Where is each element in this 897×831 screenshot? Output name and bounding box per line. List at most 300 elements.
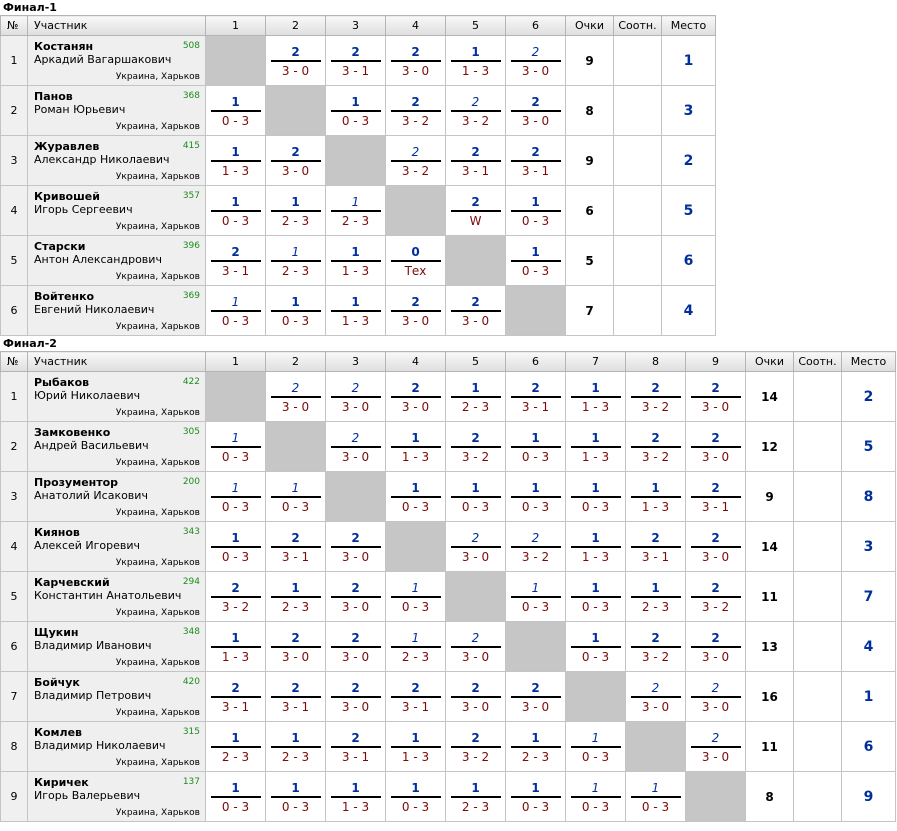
match-cell[interactable]: [326, 86, 386, 136]
participant-cell: [28, 722, 206, 772]
match-score: 1 - 3: [641, 499, 670, 514]
participant-cell: [28, 286, 206, 336]
match-cell[interactable]: [266, 136, 326, 186]
player-last-name[interactable]: Замковенко: [34, 426, 111, 439]
match-points: 2: [391, 144, 441, 162]
header-col-6: 6: [506, 352, 566, 372]
match-cell[interactable]: [566, 622, 626, 672]
player-first-name: Аркадий Вагаршакович: [34, 53, 172, 66]
match-cell[interactable]: [446, 472, 506, 522]
match-score: 3 - 1: [521, 399, 550, 414]
self-cell: [446, 572, 506, 622]
match-result: [211, 144, 261, 178]
match-score: 2 - 3: [281, 263, 310, 278]
match-result: [271, 530, 321, 564]
final-place: 3: [662, 86, 716, 136]
match-points: 1: [451, 480, 501, 498]
player-first-name: Константин Анатольевич: [34, 589, 182, 602]
table-row: [1, 572, 896, 622]
match-cell[interactable]: [506, 522, 566, 572]
match-result: [511, 730, 561, 764]
match-score: Тех: [404, 263, 427, 278]
match-result: [211, 630, 261, 664]
match-score: 3 - 0: [281, 163, 310, 178]
match-score: 3 - 2: [461, 449, 490, 464]
match-result: [391, 244, 441, 278]
match-cell[interactable]: [206, 772, 266, 822]
match-result: [511, 144, 561, 178]
match-cell[interactable]: [326, 772, 386, 822]
match-cell[interactable]: [386, 672, 446, 722]
match-points: 1: [271, 194, 321, 212]
match-cell[interactable]: [326, 236, 386, 286]
match-points: 1: [451, 44, 501, 62]
player-city: Украина, Харьков: [115, 708, 200, 718]
match-score: 3 - 0: [461, 649, 490, 664]
match-cell[interactable]: [686, 372, 746, 422]
match-score: 3 - 0: [341, 699, 370, 714]
match-points: 2: [511, 380, 561, 398]
match-cell[interactable]: [266, 622, 326, 672]
match-cell[interactable]: [446, 622, 506, 672]
match-cell[interactable]: [206, 572, 266, 622]
player-first-name: Роман Юрьевич: [34, 103, 126, 116]
match-cell[interactable]: [686, 522, 746, 572]
match-cell[interactable]: [266, 186, 326, 236]
match-points: 1: [511, 244, 561, 262]
match-result: [691, 580, 741, 614]
match-result: [511, 430, 561, 464]
match-cell[interactable]: [386, 36, 446, 86]
player-last-name[interactable]: Кривошей: [34, 190, 100, 203]
match-cell[interactable]: [386, 86, 446, 136]
row-number: 5: [1, 236, 28, 286]
match-points: 2: [331, 630, 381, 648]
match-score: 3 - 2: [641, 449, 670, 464]
player-city: Украина, Харьков: [115, 272, 200, 282]
match-result: [631, 630, 681, 664]
match-score: 3 - 1: [341, 63, 370, 78]
match-cell[interactable]: [386, 772, 446, 822]
match-cell[interactable]: [566, 522, 626, 572]
match-cell[interactable]: [446, 672, 506, 722]
match-result: [331, 380, 381, 414]
match-result: [631, 580, 681, 614]
match-cell[interactable]: [686, 572, 746, 622]
table-row: [1, 36, 716, 86]
match-score: 3 - 2: [401, 113, 430, 128]
match-cell[interactable]: [206, 722, 266, 772]
match-cell[interactable]: [626, 422, 686, 472]
player-rating: 348: [182, 627, 200, 637]
match-points: 1: [271, 780, 321, 798]
total-points: 16: [746, 672, 794, 722]
match-cell[interactable]: [506, 372, 566, 422]
match-cell[interactable]: [626, 522, 686, 572]
match-cell[interactable]: [326, 186, 386, 236]
match-cell[interactable]: [506, 472, 566, 522]
match-points: 2: [511, 44, 561, 62]
player-last-name[interactable]: Карчевский: [34, 576, 110, 589]
match-cell[interactable]: [206, 186, 266, 236]
final-place: 4: [842, 622, 896, 672]
match-cell[interactable]: [386, 372, 446, 422]
self-cell: [686, 772, 746, 822]
header-col-9: 9: [686, 352, 746, 372]
match-points: 2: [451, 680, 501, 698]
match-cell[interactable]: [266, 286, 326, 336]
match-cell[interactable]: [206, 472, 266, 522]
match-points: 2: [271, 630, 321, 648]
match-score: 1 - 3: [341, 799, 370, 814]
match-cell[interactable]: [566, 422, 626, 472]
match-cell[interactable]: [386, 472, 446, 522]
match-cell[interactable]: [326, 572, 386, 622]
match-cell[interactable]: [446, 36, 506, 86]
match-result: [331, 44, 381, 78]
match-score: 0 - 3: [221, 113, 250, 128]
player-city: Украина, Харьков: [115, 558, 200, 568]
player-last-name[interactable]: Панов: [34, 90, 73, 103]
final-place: 5: [842, 422, 896, 472]
match-score: 3 - 0: [401, 399, 430, 414]
match-result: [271, 380, 321, 414]
player-rating: 200: [182, 477, 200, 487]
player-last-name[interactable]: Старски: [34, 240, 86, 253]
match-cell[interactable]: [266, 236, 326, 286]
match-score: 3 - 0: [521, 113, 550, 128]
match-cell[interactable]: [506, 772, 566, 822]
player-last-name[interactable]: Щукин: [34, 626, 79, 639]
player-rating: 305: [182, 427, 200, 437]
ratio-cell: [794, 422, 842, 472]
match-result: [571, 380, 621, 414]
match-cell[interactable]: [566, 372, 626, 422]
match-cell[interactable]: [266, 372, 326, 422]
match-cell[interactable]: [626, 572, 686, 622]
match-cell[interactable]: [206, 236, 266, 286]
self-cell: [386, 522, 446, 572]
match-cell[interactable]: [686, 422, 746, 472]
match-result: [451, 630, 501, 664]
total-points: 12: [746, 422, 794, 472]
match-result: [451, 430, 501, 464]
match-score: 0 - 3: [461, 499, 490, 514]
match-score: 0 - 3: [581, 799, 610, 814]
player-city: Украина, Харьков: [115, 658, 200, 668]
match-points: 2: [211, 680, 261, 698]
match-points: 1: [571, 780, 621, 798]
match-cell[interactable]: [326, 522, 386, 572]
match-score: 3 - 0: [281, 63, 310, 78]
total-points: 6: [566, 186, 614, 236]
match-result: [451, 194, 501, 228]
player-last-name[interactable]: Войтенко: [34, 290, 95, 303]
self-cell: [446, 236, 506, 286]
match-score: 2 - 3: [401, 649, 430, 664]
player-first-name: Антон Александрович: [34, 253, 162, 266]
final-place: 8: [842, 472, 896, 522]
player-last-name[interactable]: Киричек: [34, 776, 89, 789]
header-place: Место: [662, 16, 716, 36]
match-cell[interactable]: [446, 372, 506, 422]
player-city: Украина, Харьков: [115, 172, 200, 182]
match-cell[interactable]: [326, 36, 386, 86]
match-cell[interactable]: [326, 672, 386, 722]
match-score: 3 - 1: [641, 549, 670, 564]
match-cell[interactable]: [326, 622, 386, 672]
match-result: [571, 630, 621, 664]
total-points: 7: [566, 286, 614, 336]
match-score: 2 - 3: [281, 599, 310, 614]
match-cell[interactable]: [206, 136, 266, 186]
match-cell[interactable]: [686, 672, 746, 722]
match-result: [511, 244, 561, 278]
match-points: 1: [391, 630, 441, 648]
match-cell[interactable]: [386, 622, 446, 672]
match-score: 2 - 3: [281, 213, 310, 228]
match-points: 0: [391, 244, 441, 262]
match-result: [211, 730, 261, 764]
match-cell[interactable]: [626, 672, 686, 722]
match-result: [451, 680, 501, 714]
match-points: 2: [631, 380, 681, 398]
final-place: 5: [662, 186, 716, 236]
player-last-name[interactable]: Комлев: [34, 726, 83, 739]
ratio-cell: [794, 472, 842, 522]
match-cell[interactable]: [386, 572, 446, 622]
player-city: Украина, Харьков: [115, 322, 200, 332]
match-score: 2 - 3: [641, 599, 670, 614]
match-points: 1: [571, 530, 621, 548]
match-cell[interactable]: [446, 286, 506, 336]
match-cell[interactable]: [206, 622, 266, 672]
match-result: [691, 530, 741, 564]
match-cell[interactable]: [206, 522, 266, 572]
final-place: 9: [842, 772, 896, 822]
match-result: [271, 44, 321, 78]
match-result: [271, 144, 321, 178]
match-cell[interactable]: [446, 422, 506, 472]
match-points: 2: [691, 730, 741, 748]
match-result: [211, 194, 261, 228]
match-result: [571, 580, 621, 614]
ratio-cell: [794, 722, 842, 772]
match-cell[interactable]: [266, 722, 326, 772]
match-cell[interactable]: [506, 136, 566, 186]
match-result: [391, 430, 441, 464]
match-cell[interactable]: [506, 186, 566, 236]
match-cell[interactable]: [566, 772, 626, 822]
match-score: 0 - 3: [401, 799, 430, 814]
match-points: 1: [571, 580, 621, 598]
match-cell[interactable]: [266, 472, 326, 522]
match-score: 1 - 3: [341, 263, 370, 278]
match-cell[interactable]: [386, 286, 446, 336]
match-result: [331, 730, 381, 764]
match-result: [391, 480, 441, 514]
match-cell[interactable]: [446, 722, 506, 772]
match-cell[interactable]: [386, 236, 446, 286]
match-points: 1: [331, 244, 381, 262]
match-score: 0 - 3: [221, 449, 250, 464]
match-cell[interactable]: [446, 136, 506, 186]
table-row: [1, 472, 896, 522]
player-first-name: Игорь Сергеевич: [34, 203, 133, 216]
match-points: 1: [211, 530, 261, 548]
match-cell[interactable]: [626, 772, 686, 822]
match-score: 0 - 3: [521, 799, 550, 814]
match-cell[interactable]: [686, 722, 746, 772]
match-cell[interactable]: [506, 236, 566, 286]
match-score: 3 - 2: [641, 399, 670, 414]
match-cell[interactable]: [206, 86, 266, 136]
match-points: 2: [631, 680, 681, 698]
match-cell[interactable]: [266, 772, 326, 822]
match-points: 2: [331, 380, 381, 398]
match-cell[interactable]: [686, 472, 746, 522]
match-cell[interactable]: [206, 672, 266, 722]
match-score: 0 - 3: [521, 449, 550, 464]
match-points: 2: [271, 680, 321, 698]
match-score: 3 - 0: [701, 549, 730, 564]
match-points: 1: [511, 730, 561, 748]
match-cell[interactable]: [566, 572, 626, 622]
header-col-3: 3: [326, 352, 386, 372]
player-rating: 368: [182, 91, 200, 101]
match-cell[interactable]: [626, 622, 686, 672]
match-cell[interactable]: [506, 672, 566, 722]
match-cell[interactable]: [266, 522, 326, 572]
match-cell[interactable]: [506, 36, 566, 86]
match-result: [391, 580, 441, 614]
match-cell[interactable]: [266, 572, 326, 622]
header-col-1: 1: [206, 352, 266, 372]
match-result: [391, 380, 441, 414]
match-cell[interactable]: [446, 522, 506, 572]
match-score: 3 - 2: [401, 163, 430, 178]
match-result: [511, 44, 561, 78]
match-cell[interactable]: [446, 772, 506, 822]
match-score: 2 - 3: [521, 749, 550, 764]
match-cell[interactable]: [446, 86, 506, 136]
player-rating: 294: [182, 577, 200, 587]
match-score: 1 - 3: [401, 749, 430, 764]
match-cell[interactable]: [266, 36, 326, 86]
match-result: [631, 680, 681, 714]
match-result: [451, 530, 501, 564]
participant-cell: [28, 672, 206, 722]
match-points: 2: [391, 380, 441, 398]
match-score: 3 - 0: [461, 699, 490, 714]
player-rating: 137: [182, 777, 200, 787]
player-last-name[interactable]: Бойчук: [34, 676, 80, 689]
match-points: 1: [631, 480, 681, 498]
match-cell[interactable]: [206, 422, 266, 472]
match-score: 0 - 3: [521, 499, 550, 514]
header-col-1: 1: [206, 16, 266, 36]
total-points: 9: [746, 472, 794, 522]
player-first-name: Владимир Иванович: [34, 639, 152, 652]
match-result: [331, 294, 381, 328]
match-score: 3 - 0: [341, 449, 370, 464]
match-result: [271, 730, 321, 764]
player-last-name[interactable]: Прозументор: [34, 476, 119, 489]
player-last-name[interactable]: Киянов: [34, 526, 80, 539]
participant-cell: [28, 136, 206, 186]
match-cell[interactable]: [626, 372, 686, 422]
player-last-name[interactable]: Костанян: [34, 40, 94, 53]
match-cell[interactable]: [326, 422, 386, 472]
match-cell[interactable]: [566, 472, 626, 522]
table-row: [1, 622, 896, 672]
match-cell[interactable]: [206, 286, 266, 336]
player-last-name[interactable]: Рыбаков: [34, 376, 90, 389]
match-result: [391, 680, 441, 714]
match-cell[interactable]: [386, 722, 446, 772]
match-score: 3 - 0: [281, 399, 310, 414]
match-points: 2: [451, 730, 501, 748]
player-last-name[interactable]: Журавлев: [34, 140, 100, 153]
match-cell[interactable]: [506, 722, 566, 772]
match-score: 1 - 3: [221, 649, 250, 664]
ratio-cell: [614, 36, 662, 86]
match-cell[interactable]: [326, 722, 386, 772]
ratio-cell: [794, 772, 842, 822]
match-cell[interactable]: [506, 86, 566, 136]
match-cell[interactable]: [626, 472, 686, 522]
row-number: 5: [1, 572, 28, 622]
match-points: 1: [451, 380, 501, 398]
player-first-name: Владимир Николаевич: [34, 739, 166, 752]
match-cell[interactable]: [686, 622, 746, 672]
match-result: [691, 630, 741, 664]
match-cell[interactable]: [386, 422, 446, 472]
final-place: 2: [662, 136, 716, 186]
match-cell[interactable]: [566, 722, 626, 772]
match-result: [691, 380, 741, 414]
row-number: 6: [1, 286, 28, 336]
row-number: 3: [1, 472, 28, 522]
match-result: [691, 480, 741, 514]
match-result: [451, 94, 501, 128]
match-score: 3 - 0: [401, 313, 430, 328]
match-cell[interactable]: [446, 186, 506, 236]
match-score: 3 - 1: [221, 699, 250, 714]
self-cell: [566, 672, 626, 722]
table-row: [1, 672, 896, 722]
match-cell[interactable]: [326, 372, 386, 422]
match-result: [451, 44, 501, 78]
match-points: 1: [331, 194, 381, 212]
match-points: 1: [511, 430, 561, 448]
match-score: 0 - 3: [221, 313, 250, 328]
match-points: 1: [571, 730, 621, 748]
match-result: [451, 730, 501, 764]
match-score: 0 - 3: [581, 499, 610, 514]
match-result: [211, 530, 261, 564]
ratio-cell: [614, 86, 662, 136]
match-cell[interactable]: [506, 572, 566, 622]
match-cell[interactable]: [506, 422, 566, 472]
final-place: 4: [662, 286, 716, 336]
self-cell: [506, 286, 566, 336]
match-cell[interactable]: [386, 136, 446, 186]
match-cell[interactable]: [266, 672, 326, 722]
match-score: 0 - 3: [521, 213, 550, 228]
match-score: 3 - 1: [701, 499, 730, 514]
match-cell[interactable]: [326, 286, 386, 336]
